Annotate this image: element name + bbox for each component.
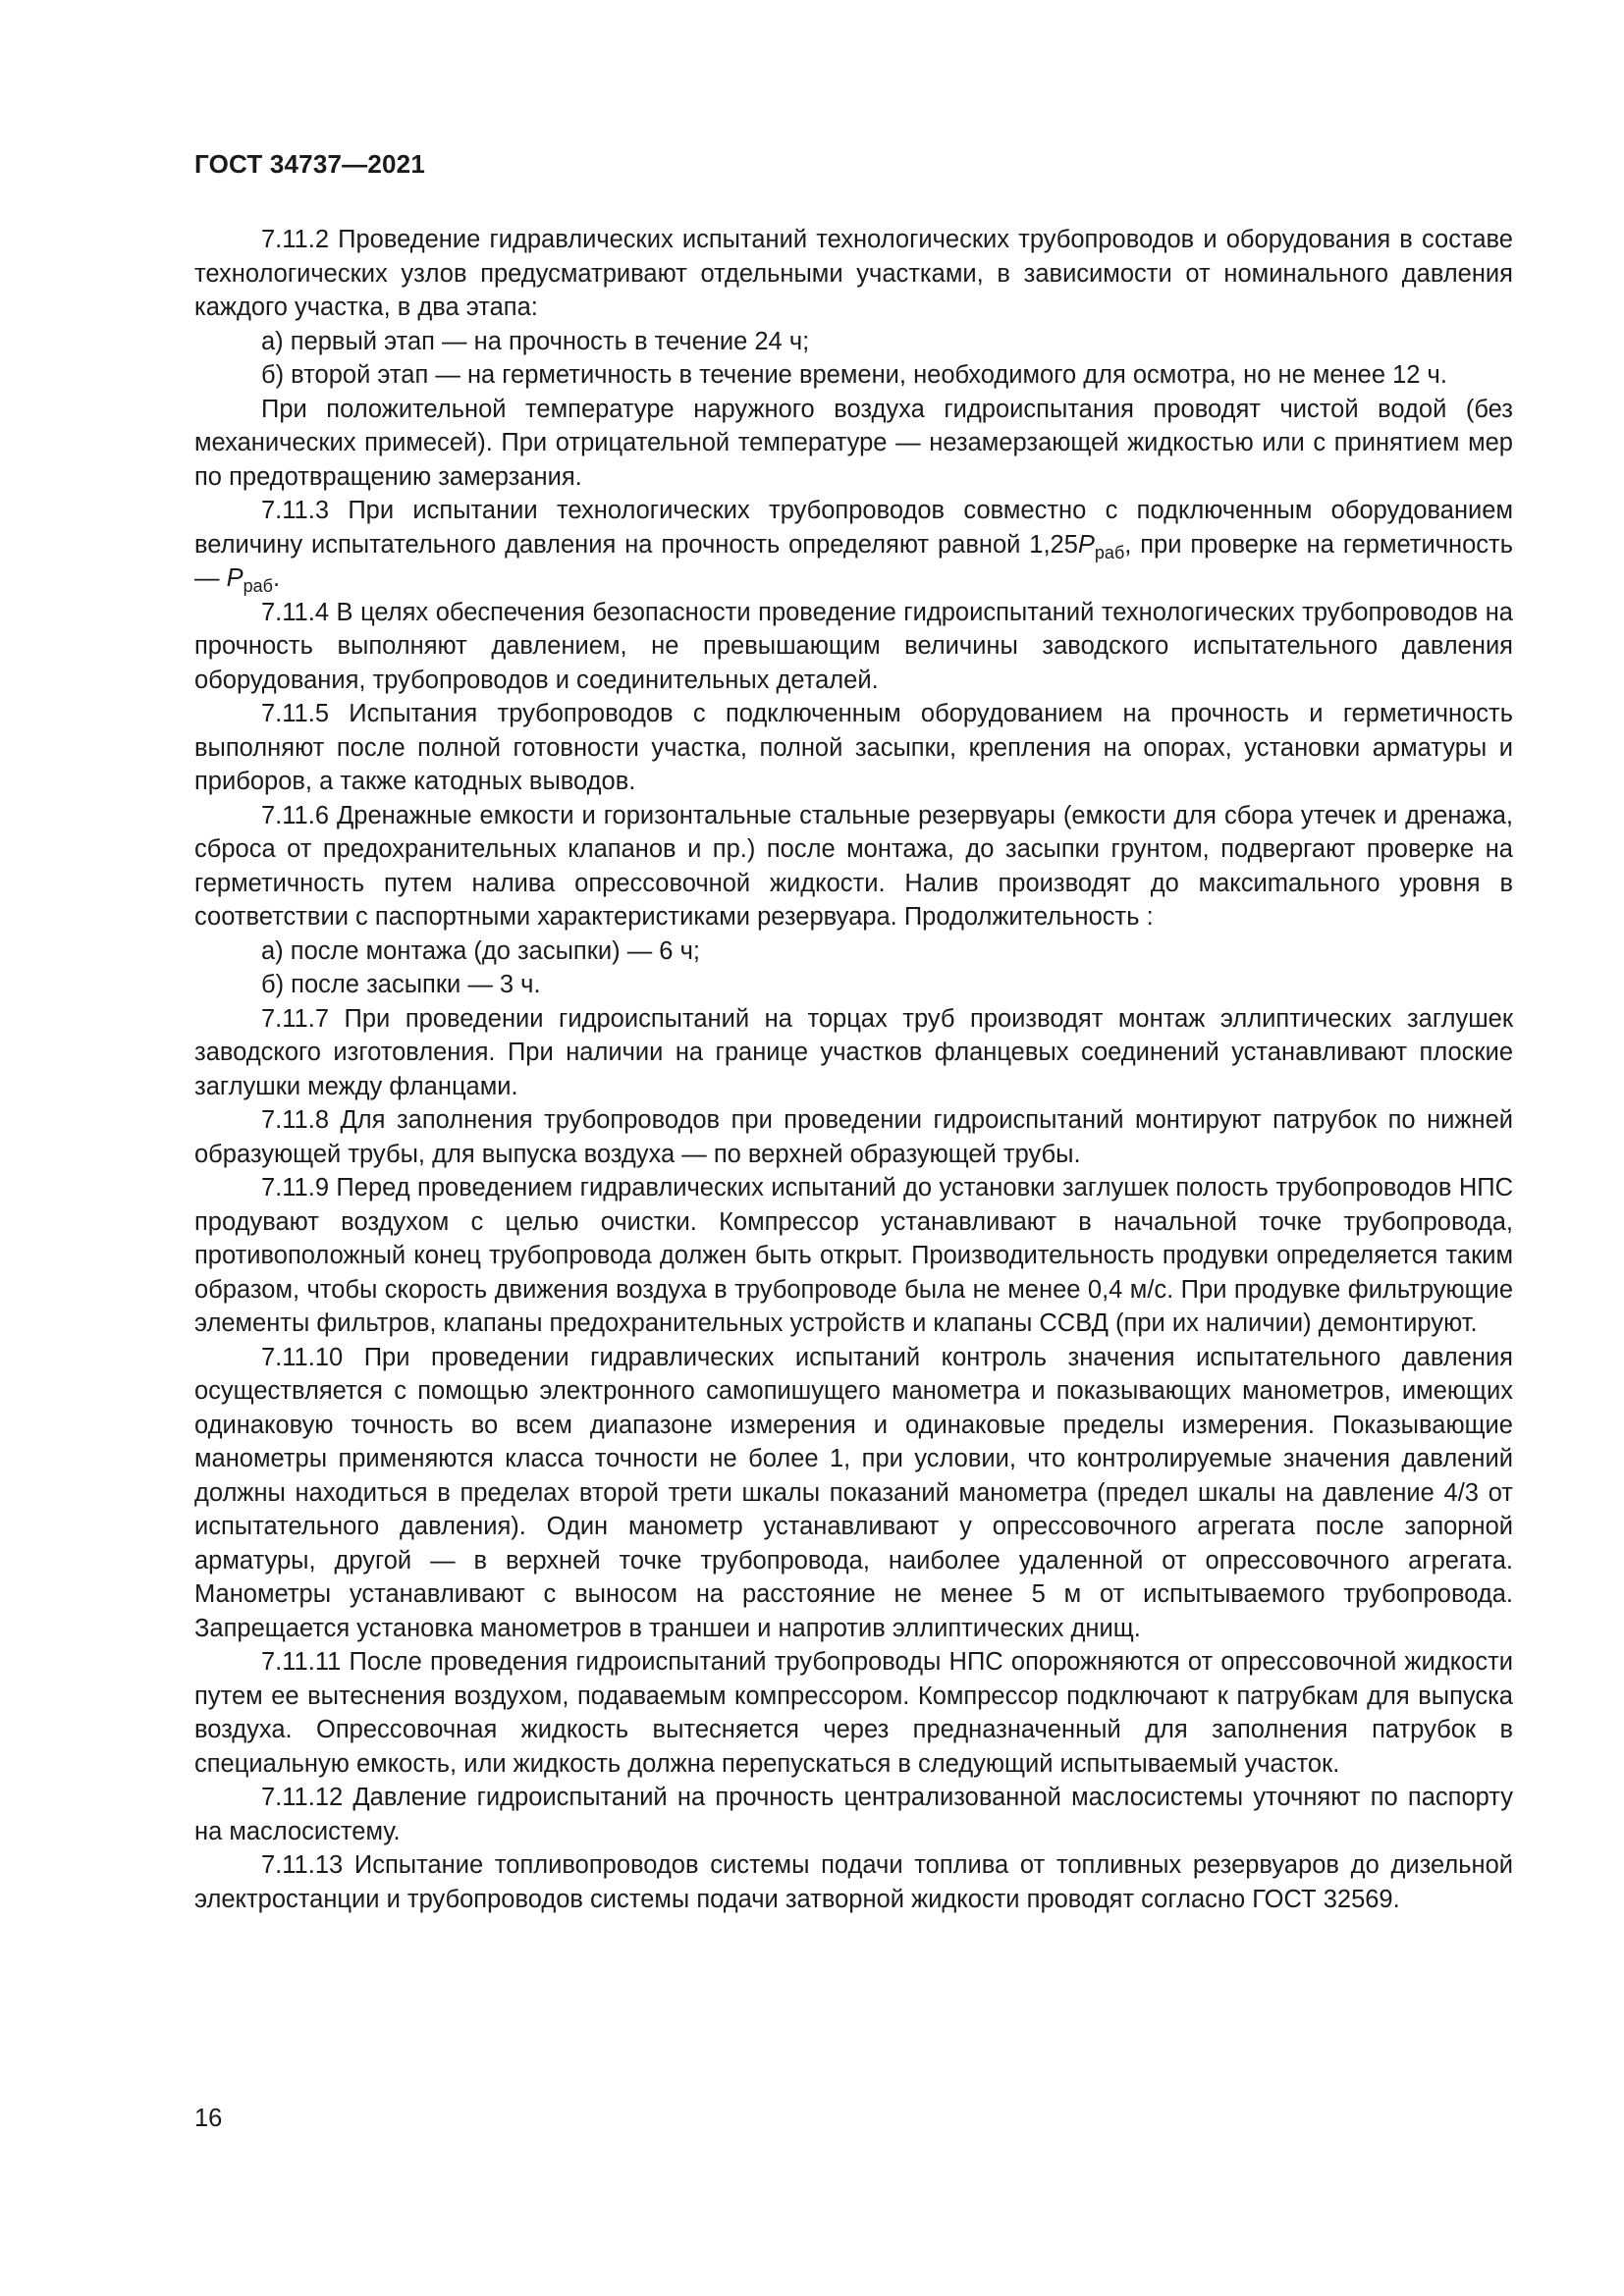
- paragraph-7-11-3: [194, 494, 1513, 596]
- list-item-a-after-install: а) после монтажа (до засыпки) — 6 ч;: [261, 936, 700, 965]
- paragraph-7-11-6: 7.11.6 Дренажные емкости и горизонтальные стальные резервуары (емкости для сбора утечек и дренажа, сброса от предохранительных клапанов и пр.) после монтажа, до засыпки грунтом, подвергают проверке на герметичность путем налива опрессовочной жидкости. Налив производят до максиmального уровня в соответствии с паспортными характеристиками резервуара. Продолжительность :: [194, 801, 1513, 931]
- paragraph-7-11-11: 7.11.11 После проведения гидроиспытаний трубопроводы НПС опорожняются от опрессовочной жидкости путем ее вытеснения воздухом, подаваемым компрессором. Компрессор подключают к патрубкам для выпуска воздуха. Опрессовочная жидкость вытесняется через предназначенный для заполнения патрубок в специальную емкость, или жидкость должна перепускаться в следующий испытываемый участок.: [194, 1648, 1513, 1778]
- paragraph-7-11-5: 7.11.5 Испытания трубопроводов с подключенным оборудованием на прочность и герметичность выполняют после полной готовности участка, полной засыпки, крепления на опорах, установки арматуры и приборов, а также катодных выводов.: [194, 700, 1513, 795]
- p-7-11-3-text-1: 7.11.3 При испытании технологических трубопроводов совместно с подключенным оборудованием величину испытательного давления на прочность определяют равной 1,25: [194, 497, 1513, 559]
- page-number: 16: [194, 2105, 223, 2132]
- pressure-symbol: P: [226, 564, 244, 592]
- pressure-subscript: раб: [1094, 542, 1125, 562]
- document-body: [194, 223, 1513, 1916]
- paragraph-7-11-4: 7.11.4 В целях обеспечения безопасности проведение гидроиспытаний технологических трубопроводов на прочность выполняют давлением, не превышающим величины заводского испытательного давления оборудования, трубопроводов и соединительных деталей.: [194, 598, 1513, 694]
- p-7-11-3-text-3: .: [272, 564, 281, 592]
- paragraph-7-11-9: 7.11.9 Перед проведением гидравлических испытаний до установки заглушек полость трубопроводов НПС продувают воздухом с целью очистки. Компрессор устанавливают в начальной точке трубопровода, противоположный конец трубопровода должен быть открыт. Производительность продувки определяется таким образом, чтобы скорость движения воздуха в трубопроводе была не менее 0,4 м/с. При продувке фильтрующие элементы фильтров, клапаны предохранительных устройств и клапаны ССВД (при их наличии) демонтируют.: [194, 1174, 1513, 1337]
- list-item-b-after-backfill: б) после засыпки — 3 ч.: [261, 971, 541, 998]
- list-item-a-first-stage: а) первый этап — на прочность в течение 24 ч;: [261, 327, 810, 355]
- paragraph-7-11-8: 7.11.8 Для заполнения трубопроводов при проведении гидроиспытаний монтируют патрубок по нижней образующей трубы, для выпуска воздуха — по верхней образующей трубы.: [194, 1106, 1513, 1168]
- pressure-subscript: раб: [243, 576, 273, 596]
- paragraph-7-11-2: 7.11.2 Проведение гидравлических испытаний технологических трубопроводов и оборудования в составе технологических узлов предусматривают отдельными участками, в зависимости от номинального давления каждого участка, в два этапа:: [194, 226, 1513, 321]
- list-item-b-second-stage: б) второй этап — на герметичность в течение времени, необходимого для осмотра, но не менее 12 ч.: [261, 361, 1447, 389]
- paragraph-7-11-13: 7.11.13 Испытание топливопроводов системы подачи топлива от топливных резервуаров до дизельной электростанции и трубопроводов системы подачи затворной жидкости проводят согласно ГОСТ 32569.: [194, 1851, 1513, 1913]
- document-header: ГОСТ 34737—2021: [194, 149, 425, 179]
- pressure-symbol: P: [1077, 530, 1095, 559]
- paragraph-7-11-10: 7.11.10 При проведении гидравлических испытаний контроль значения испытательного давления осуществляется с помощью электронного самопишущего манометра и показывающих манометров, имеющих одинаковую точность во всем диапазоне измерения и одинаковые пределы измерения. Показывающие манометры применяются класса точности не более 1, при условии, что контролируемые значения давлений должны находиться в пределах второй трети шкалы показаний манометра (предел шкалы на давление 4/3 от испытательного давления). Один манометр устанавливают у опрессовочного агрегата после запорной арматуры, другой — в верхней точке трубопровода, наиболее удаленной от опрессовочного агрегата. Манометры устанавливают с выносом на расстояние не менее 5 м от испытываемого трубопровода. Запрещается установка манометров в траншеи и напротив эллиптических днищ.: [194, 1343, 1513, 1642]
- paragraph-7-11-7: 7.11.7 При проведении гидроиспытаний на торцах труб производят монтаж эллиптических заглушек заводского изготовления. При наличии на границе участков фланцевых соединений устанавливают плоские заглушки между фланцами.: [194, 1004, 1513, 1100]
- p-7-11-3-text-2: , при проверке на герметичность —: [194, 530, 1513, 592]
- paragraph-temperature: При положительной температуре наружного воздуха гидроиспытания проводят чистой водой (без механических примесей). При отрицательной температуре — незамерзающей жидкостью или с принятием мер по предотвращению замерзания.: [194, 395, 1513, 491]
- paragraph-7-11-12: 7.11.12 Давление гидроиспытаний на прочность централизованной маслосистемы уточняют по паспорту на маслосистему.: [194, 1784, 1513, 1845]
